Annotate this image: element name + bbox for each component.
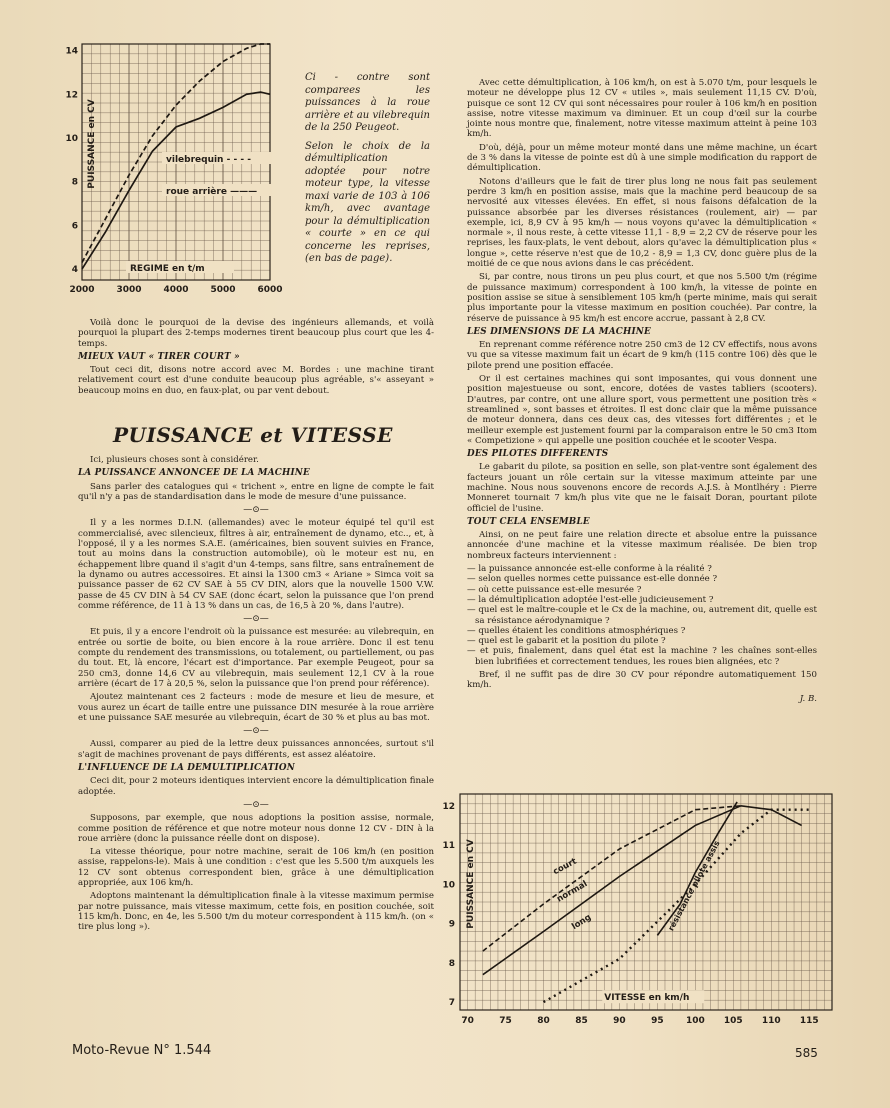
x-tick-label: 5000 <box>210 285 236 295</box>
y-tick-label: 11 <box>442 841 455 852</box>
chart-caption <box>305 72 430 272</box>
y-tick-label: 7 <box>448 998 455 1009</box>
paragraph: Sans parler des catalogues qui « trichent », entre en ligne de compte le fait qu'il n'y a pas de standardisation dans le mode de mesure d'une puissance. <box>78 481 434 502</box>
paragraph: Tout ceci dit, disons notre accord avec M. Bordes : une machine tirant relativement court est d'une conduite beaucoup plus agréable, s'« asseyant » beaucoup moins en duo, en faux-plat, ou par vent debout. <box>78 365 434 396</box>
paragraph: En reprenant comme référence notre 250 cm3 de 12 CV effectifs, nous avons vu que sa vitesse maximum fait un écart de 9 km/h (115 contre 106) dès que le pilote prend une position effacée. <box>467 340 817 371</box>
series-label: résistance pilote assis <box>666 839 722 933</box>
list-item: — et puis, finalement, dans quel état est la machine ? les chaînes sont-elles bien lubrifiées et correctement tendues, les roues bien alignées, etc ? <box>467 646 817 667</box>
y-tick-label: 14 <box>65 46 78 57</box>
section-heading: DES PILOTES DIFFERENTS <box>467 449 609 460</box>
caption-paragraph: Ci - contre sont comparees les puissances à la roue arrière et au vilebrequin de la 250 Peugeot. <box>305 72 430 133</box>
section-heading: LES DIMENSIONS DE LA MACHINE <box>467 326 651 337</box>
y-tick-label: 6 <box>71 221 78 232</box>
y-tick-label: 4 <box>71 265 78 276</box>
list-item: — la puissance annoncée est-elle conforme à la réalité ? <box>467 564 712 575</box>
list-item: — quelles étaient les conditions atmosphériques ? <box>467 625 686 636</box>
separator: —⊙— <box>243 799 269 810</box>
x-axis-label: VITESSE en km/h <box>604 993 690 1004</box>
paragraph: Bref, il ne suffit pas de dire 30 CV pour répondre automatiquement 150 km/h. <box>467 670 817 691</box>
x-tick-label: 70 <box>461 1016 474 1026</box>
left-column <box>78 455 434 935</box>
list-item: — quel est le gabarit et la position du pilote ? <box>467 636 666 647</box>
y-tick-label: 8 <box>71 177 78 188</box>
x-tick-label: 80 <box>537 1016 550 1026</box>
section-heading: L'INFLUENCE DE LA DEMULTIPLICATION <box>78 763 295 774</box>
paragraph: Et puis, il y a encore l'endroit où la puissance est mesurée: au vilebrequin, en entrée ou sortie de boite, ou bien encore à la roue arrière. Donc il est tenu compte du rendement des transmissions, ou totalement, ou partiellement, ou pas du tout. Et, là encore, l'écart est d'importance. Par exemple Peugeot, pour sa 250 cm3, donne 14,6 CV au vilebrequin, mais seulement 12,1 CV à la roue arrière (écart de 17 à 20,5 %, selon la puissance que l'on prend pour référence). <box>78 627 434 689</box>
x-tick-label: 6000 <box>257 285 283 295</box>
x-tick-label: 100 <box>685 1016 705 1026</box>
paragraph: Voilà donc le pourquoi de la devise des ingénieurs allemands, et voilà pourquoi la plupart des 2-temps modernes tirent beaucoup plus court que les 4-temps. <box>78 318 434 349</box>
paragraph: Ceci dit, pour 2 moteurs identiques intervient encore la démultiplication finale adoptée. <box>78 776 434 797</box>
x-tick-label: 85 <box>575 1016 588 1026</box>
y-tick-label: 8 <box>448 958 455 969</box>
y-axis-label: PUISSANCE en CV <box>466 839 476 929</box>
series-label: normal <box>555 879 590 905</box>
section-heading: LA PUISSANCE ANNONCEE DE LA MACHINE <box>78 468 310 479</box>
section-heading: TOUT CELA ENSEMBLE <box>467 516 590 527</box>
y-tick-label: 9 <box>448 919 455 930</box>
paragraph: Le gabarit du pilote, sa position en selle, son plat-ventre sont également des facteurs jouant un rôle certain sur la vitesse maximum atteinte par une machine. Nous nous souvenons encore de records A.J.S. à Montlhéry : Pierre Monneret tournait 7 km/h plus vite que ne le faisait Doran, pourtant pilote officiel de l'usine. <box>467 462 817 514</box>
list-item: — quel est le maître-couple et le Cx de la machine, ou, autrement dit, quelle est sa résistance aérodynamique ? <box>467 605 817 626</box>
y-tick-label: 10 <box>65 133 78 144</box>
paragraph: La vitesse théorique, pour notre machine, serait de 106 km/h (en position assise, rappelons-le). Mais à une condition : c'est que les 5.500 t/m auxquels les 12 CV sont obtenus correspondent bien, grâce à une démultiplication appropriée, aux 106 km/h. <box>78 847 434 888</box>
magazine-issue: Moto-Revue N° 1.544 <box>72 1043 212 1058</box>
paragraph: Or il est certaines machines qui sont imposantes, qui vous donnent une position majestueuse ou sont, encore, dotées de vastes tabliers (scooters). D'autres, par contre, ont une allure sport, vous permettent une position très « streamlined », sont basses et étroites. Il est donc clair que la même puissance de moteur donnera, dans ces deux cas, des vitesses fort différentes ; et le meilleur exemple est justement fourni par la comparaison entre le 50 cm3 Itom « Competizione » qui appelle une position couchée et le scooter Vespa. <box>467 374 817 446</box>
separator: —⊙— <box>243 505 269 516</box>
paragraph: Ajoutez maintenant ces 2 facteurs : mode de mesure et lieu de mesure, et vous aurez un écart de taille entre une puissance DIN mesurée à la roue arrière et une puissance SAE mesurée au vilebrequin, écart de 30 % et plus au bas mot. <box>78 692 434 723</box>
series-label: vilebrequin - - - - <box>166 155 251 165</box>
x-tick-label: 110 <box>761 1016 781 1026</box>
x-tick-label: 115 <box>799 1016 819 1026</box>
series-label: long <box>570 912 594 933</box>
article-title: PUISSANCE et VITESSE <box>113 423 393 447</box>
paragraph: Ainsi, on ne peut faire une relation directe et absolue entre la puissance annoncée d'une machine et la vitesse maximum réalisée. De bien trop nombreux facteurs interviennent : <box>467 530 817 561</box>
x-tick-label: 95 <box>651 1016 664 1026</box>
list-item: — la démultiplication adoptée l'est-elle judicieusement ? <box>467 594 714 605</box>
paragraph: Aussi, comparer au pied de la lettre deux puissances annoncées, surtout s'il s'agit de machines provenant de pays différents, est assez aléatoire. <box>78 739 434 760</box>
y-tick-label: 10 <box>442 880 455 891</box>
series-label: roue arrière ——— <box>166 187 258 197</box>
author-signature: J. B. <box>799 693 817 704</box>
page-number: 585 <box>795 1046 818 1060</box>
caption-paragraph: Selon le choix de la démultiplication adoptée pour notre moteur type, la vitesse maxi varie de 103 à 106 km/h, avec avantage pour la démultiplication « courte » en ce qui concerne les reprises, (en bas de page). <box>305 140 430 264</box>
right-column <box>467 78 817 707</box>
x-tick-label: 3000 <box>116 285 142 295</box>
y-tick-label: 12 <box>65 90 78 101</box>
y-axis-label: PUISSANCE en CV <box>87 99 97 189</box>
paragraph: Notons d'ailleurs que le fait de tirer plus long ne nous fait pas seulement perdre 3 km/h en position assise, mais que la machine perd beaucoup de sa nervosité aux vitesses élevées. En effet, si nous faisons défalcation de la puissance absorbée par les diverses résistances (roulement, air) — par exemple, ici, 8,9 CV à 95 km/h — nous voyons qu'avec la démultiplication « normale », il nous reste, à cette vitesse 11,1 - 8,9 = 2,2 CV de réserve pour les reprises, les faux-plats, le vent debout, alors qu'avec la démultiplication plus « longue », cette réserve n'est que de 10,2 - 8,9 = 1,3 CV, donc guère plus de la moitié de ce que nous avions dans le cas précédent. <box>467 176 817 270</box>
power-rpm-chart <box>60 38 300 300</box>
x-tick-label: 90 <box>613 1016 626 1026</box>
paragraph: Ici, plusieurs choses sont à considérer. <box>90 455 259 465</box>
power-speed-chart <box>438 786 838 1032</box>
paragraph: Supposons, par exemple, que nous adoptions la position assise, normale, comme position de référence et que notre moteur nous donne 12 CV - DIN à la roue arrière (donc la puissance réelle dont on dispose). <box>78 813 434 844</box>
separator: —⊙— <box>243 614 269 625</box>
x-tick-label: 2000 <box>69 285 95 295</box>
x-tick-label: 75 <box>499 1016 512 1026</box>
factor-list <box>467 564 817 667</box>
paragraph: Avec cette démultiplication, à 106 km/h, on est à 5.070 t/m, pour lesquels le moteur ne développe plus 12 CV « utiles », mais seulement 11,15 CV. D'où, puisque ce sont 12 CV qui sont nécessaires pour rouler à 106 km/h en position assise, notre vitesse maximum va diminuer. Et un coup d'œil sur la courbe jointe nous montre que, finalement, notre vitesse maximum atteint à peine 103 km/h. <box>467 78 817 140</box>
series-label: court <box>551 856 579 878</box>
section-heading: MIEUX VAUT « TIRER COURT » <box>78 351 240 362</box>
left-column-top <box>78 318 434 399</box>
paragraph: D'où, déjà, pour un même moteur monté dans une même machine, un écart de 3 % dans la vitesse de pointe est dû à une simple modification du rapport de démultiplication. <box>467 142 817 174</box>
y-tick-label: 12 <box>442 801 455 812</box>
x-tick-label: 4000 <box>163 285 189 295</box>
list-item: — où cette puissance est-elle mesurée ? <box>467 584 642 595</box>
separator: —⊙— <box>243 726 269 737</box>
list-item: — selon quelles normes cette puissance est-elle donnée ? <box>467 574 718 585</box>
paragraph: Il y a les normes D.I.N. (allemandes) avec le moteur équipé tel qu'il est commercialisé, avec silencieux, filtres à air, entraînement de dynamo, etc.., et, à l'opposé, il y a les normes S.A.E. (américaines, bien souvent suivies en France, tout au moins dans la construction automobile), où le moteur est nu, en échappement libre quand il s'agit d'un 4-temps, sans filtre, sans entraînement de la dynamo ou autres accessoires. Et ainsi la 1300 cm3 « Ariane » Simca voit sa puissance passer de 62 CV SAE à 55 CV DIN, alors que la nouvelle 1500 V.W. passe de 45 CV DIN à 54 CV SAE (donc écart, selon la puissance que l'on prend comme référence, de 11 à 13 % dans un cas, de 16,5 à 20 %, dans l'autre). <box>78 518 434 611</box>
paragraph: Adoptons maintenant la démultiplication finale à la vitesse maximum permise par notre puissance, mais vitesse maximum, cette fois, en position couchée, soit 115 km/h. Donc, en 4e, les 5.500 t/m du moteur correspondent à 115 km/h. (on « tire plus long »). <box>78 891 434 933</box>
x-axis-label: REGIME en t/m <box>130 264 205 274</box>
paragraph: Si, par contre, nous tirons un peu plus court, et que nos 5.500 t/m (régime de puissance maximum) correspondent à 100 km/h, la vitesse de pointe en position assise se situe à sensiblement 105 km/h (perte minime, mais qui serait plus importante pour la vitesse maximum en position couchée). Par contre, la réserve de puissance à 95 km/h est encore accrue, passant à 2,8 CV. <box>467 272 817 324</box>
x-tick-label: 105 <box>723 1016 743 1026</box>
